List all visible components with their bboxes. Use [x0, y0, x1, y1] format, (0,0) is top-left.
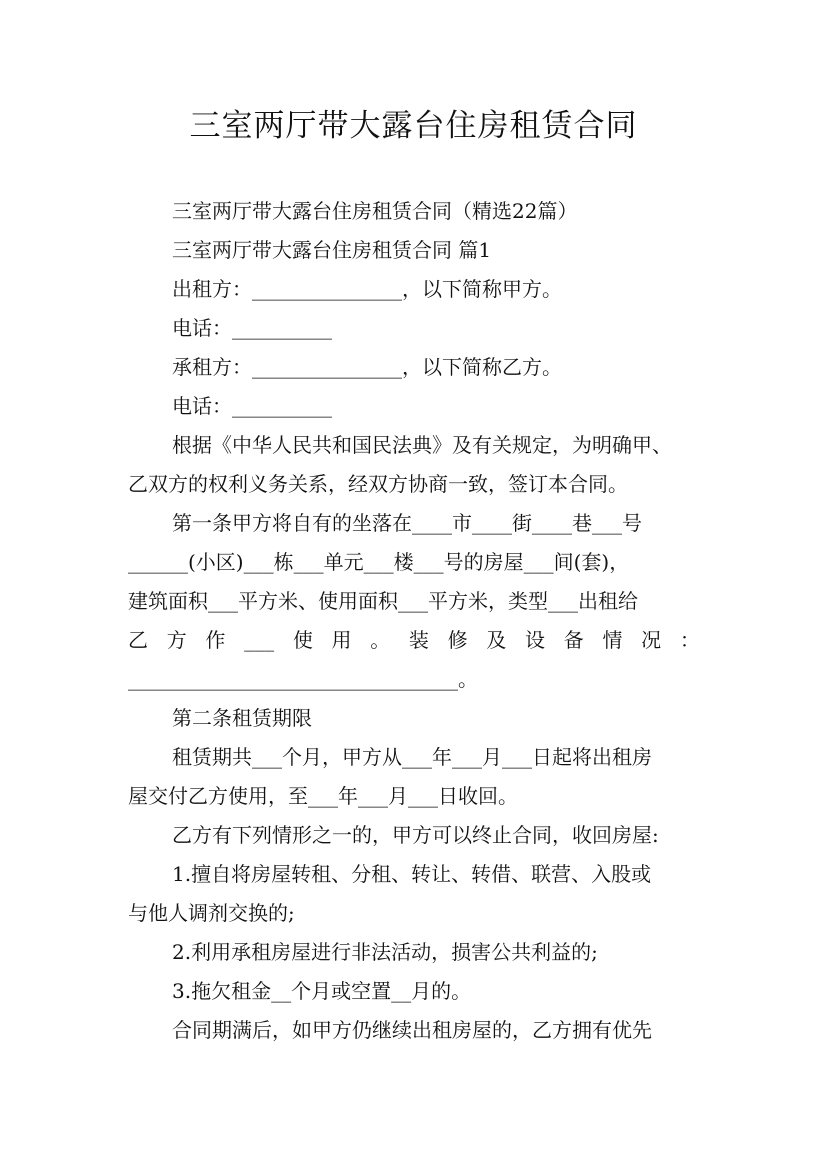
paragraph-line: 乙方有下列情形之一的，甲方可以终止合同，收回房屋:	[172, 823, 659, 847]
spread-char: 作	[205, 628, 226, 652]
paragraph-line: 乙双方的权利义务关系，经双方协商一致，签订本合同。	[128, 472, 628, 496]
paragraph-line: 屋交付乙方使用，至___年___月___日收回。	[128, 784, 518, 808]
spread-char: 。	[370, 628, 391, 652]
list-item: 3.拖欠租金__个月或空置__月的。	[172, 979, 472, 1003]
spread-paragraph-line	[128, 630, 700, 650]
section-heading: 第二条租赁期限	[172, 706, 312, 730]
subtitle-line: 三室两厅带大露台住房租赁合同（精选22篇）	[172, 199, 578, 223]
spread-char: 用	[331, 628, 352, 652]
paragraph-line: _________________________________。	[128, 667, 478, 691]
spread-char: 乙	[128, 628, 148, 652]
paragraph-line: 租赁期共___个月，甲方从___年___月___日起将出租房	[172, 745, 652, 769]
spread-blank: ___	[244, 628, 275, 652]
spread-char: 情	[602, 628, 623, 652]
spread-char: 设	[525, 628, 546, 652]
lessee-line: 承租方：_______________，以下简称乙方。	[172, 355, 562, 379]
paragraph-line: 第一条甲方将自有的坐落在____市____街____巷___号	[172, 511, 642, 535]
paragraph-line: 合同期满后，如甲方仍继续出租房屋的，乙方拥有优先	[172, 1018, 652, 1042]
paragraph-line: ______(小区)___栋___单元___楼___号的房屋___间(套)，	[128, 550, 630, 574]
list-item: 2.利用承租房屋进行非法活动，损害公共利益的;	[172, 940, 598, 964]
lessor-line: 出租方：_______________，以下简称甲方。	[172, 277, 562, 301]
paragraph-line: 根据《中华人民共和国民法典》及有关规定，为明确甲、	[172, 433, 672, 457]
spread-char: 方	[166, 628, 187, 652]
spread-char: ：	[679, 628, 700, 652]
paragraph-line: 建筑面积___平方米、使用面积___平方米，类型___出租给	[128, 589, 638, 613]
spread-char: 及	[486, 628, 507, 652]
lessee-phone-line: 电话：__________	[172, 394, 332, 418]
spread-char: 备	[563, 628, 584, 652]
list-item: 1.擅自将房屋转租、分租、转让、转借、联营、入股或	[172, 862, 652, 886]
section-heading: 三室两厅带大露台住房租赁合同 篇1	[172, 238, 492, 262]
spread-char: 修	[447, 628, 468, 652]
spread-char: 使	[292, 628, 313, 652]
list-item-continuation: 与他人调剂交换的;	[128, 901, 295, 925]
spread-char: 况	[641, 628, 662, 652]
document-title: 三室两厅带大露台住房租赁合同	[189, 108, 638, 144]
spread-char: 装	[408, 628, 429, 652]
lessor-phone-line: 电话：__________	[172, 316, 332, 340]
